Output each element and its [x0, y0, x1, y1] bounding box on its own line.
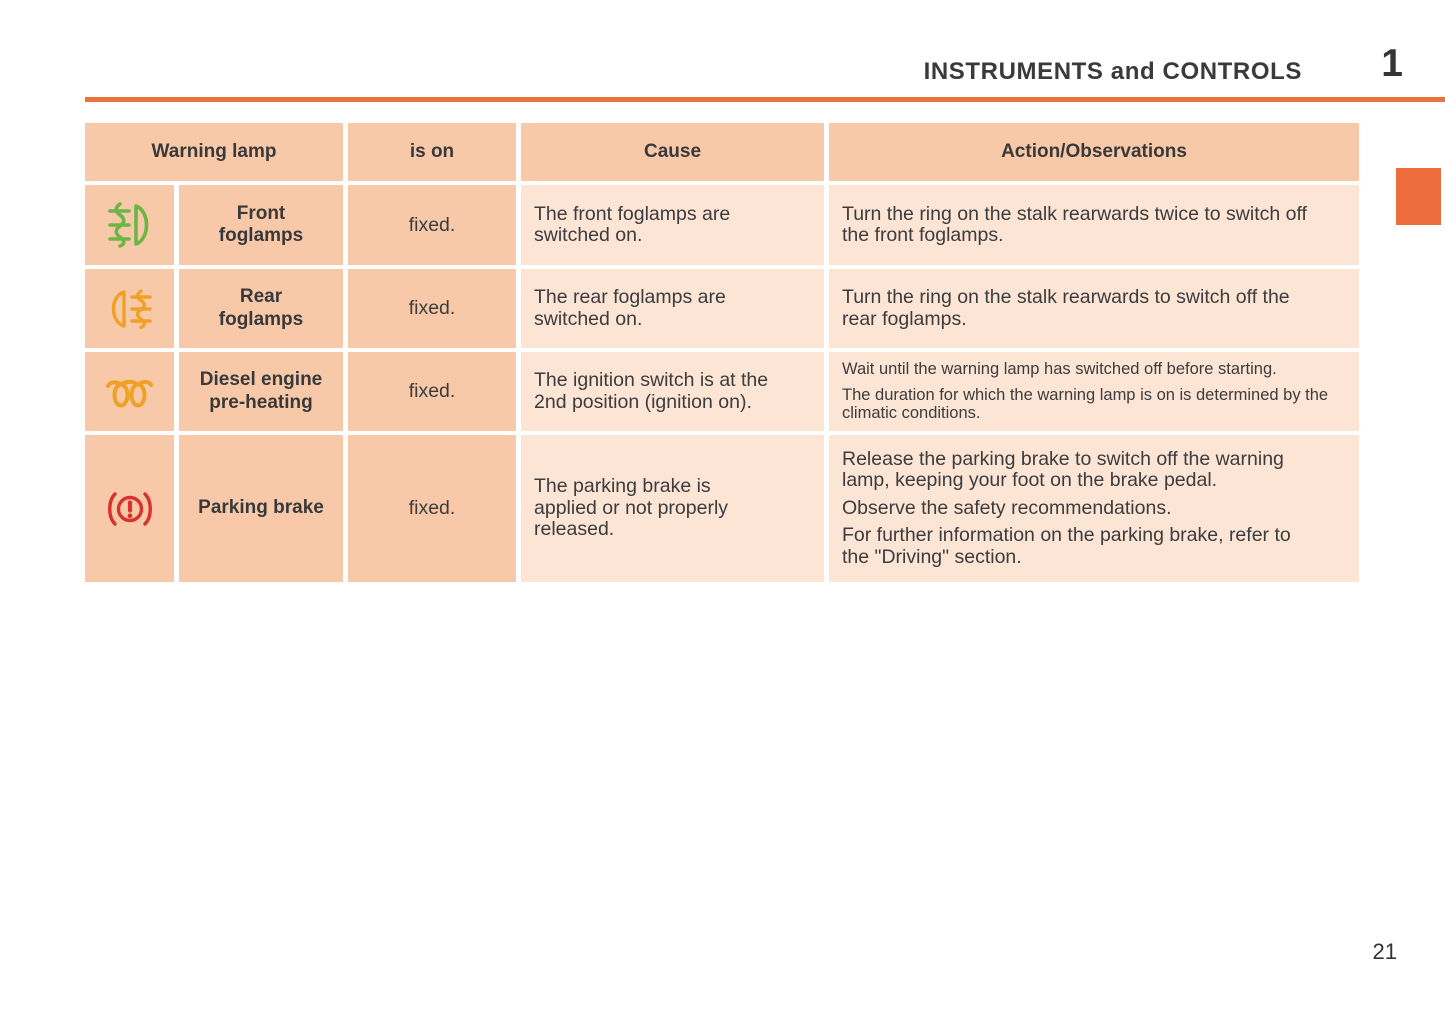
lamp-name: [179, 269, 343, 348]
is-on-value: fixed.: [348, 352, 516, 431]
column-header-cause: Cause: [521, 123, 824, 181]
lamp-name: [179, 185, 343, 265]
cause-text: [521, 185, 824, 265]
cause-text: [521, 435, 824, 582]
cause-paragraph: The ignition switch is at the 2nd position (ignition on).: [534, 369, 769, 413]
action-text: [829, 435, 1359, 582]
cause-paragraph: The rear foglamps are switched on.: [534, 286, 726, 330]
chapter-tab-marker: [1396, 168, 1441, 225]
action-text: [829, 185, 1359, 265]
chapter-number: 1: [1381, 42, 1403, 85]
lamp-name-line: foglamps: [218, 225, 304, 246]
parking-brake-icon: [103, 487, 157, 531]
table-row-icon-cell: [85, 269, 174, 348]
cause-text: [521, 352, 824, 431]
lamp-name-line: Parking brake: [198, 497, 324, 519]
cause-paragraph: The parking brake is applied or not properly released.: [534, 475, 729, 541]
rear-foglamps-icon: [105, 289, 155, 329]
action-paragraph: Turn the ring on the stalk rearwards to switch off the rear foglamps.: [842, 286, 1290, 330]
action-text: [829, 352, 1359, 431]
table-row-icon-cell: [85, 185, 174, 265]
column-header-is-on: is on: [348, 123, 516, 181]
action-paragraph: Turn the ring on the stalk rearwards twice to switch off the front foglamps.: [842, 202, 1307, 246]
lamp-name-line: foglamps: [218, 308, 304, 330]
lamp-name-line: Front: [236, 202, 286, 224]
lamp-name: [179, 435, 343, 582]
action-paragraph: Release the parking brake to switch off the warning lamp, keeping your foot on the brake pedal.: [842, 447, 1284, 492]
cause-paragraph: The front foglamps are switched on.: [534, 202, 731, 246]
lamp-name-line: Diesel engine: [199, 369, 323, 391]
action-paragraph: Wait until the warning lamp has switched off before starting.: [842, 360, 1277, 379]
diesel-preheating-icon: [104, 374, 156, 410]
lamp-name: [179, 352, 343, 431]
table-row-icon-cell: [85, 352, 174, 431]
cause-text: [521, 269, 824, 348]
lamp-name-line: pre-heating: [209, 391, 313, 413]
page-title: INSTRUMENTS and CONTROLS: [923, 58, 1302, 85]
table-row-icon-cell: [85, 435, 174, 582]
is-on-value: fixed.: [348, 435, 516, 582]
lamp-name-line: Rear: [239, 286, 283, 308]
action-paragraph: For further information on the parking brake, refer to the "Driving" section.: [842, 524, 1291, 568]
warning-lamp-table: [85, 123, 1360, 582]
is-on-value: fixed.: [348, 185, 516, 265]
action-paragraph: Observe the safety recommendations.: [842, 496, 1172, 519]
column-header-action-observations: Action/Observations: [829, 123, 1359, 181]
page-number: 21: [1372, 939, 1397, 964]
header-divider: [85, 97, 1445, 102]
action-paragraph: The duration for which the warning lamp is on is determined by the climatic conditions.: [842, 385, 1329, 423]
action-text: [829, 269, 1359, 348]
front-foglamps-icon: [104, 202, 156, 248]
is-on-value: fixed.: [348, 269, 516, 348]
column-header-warning-lamp: Warning lamp: [85, 123, 343, 181]
